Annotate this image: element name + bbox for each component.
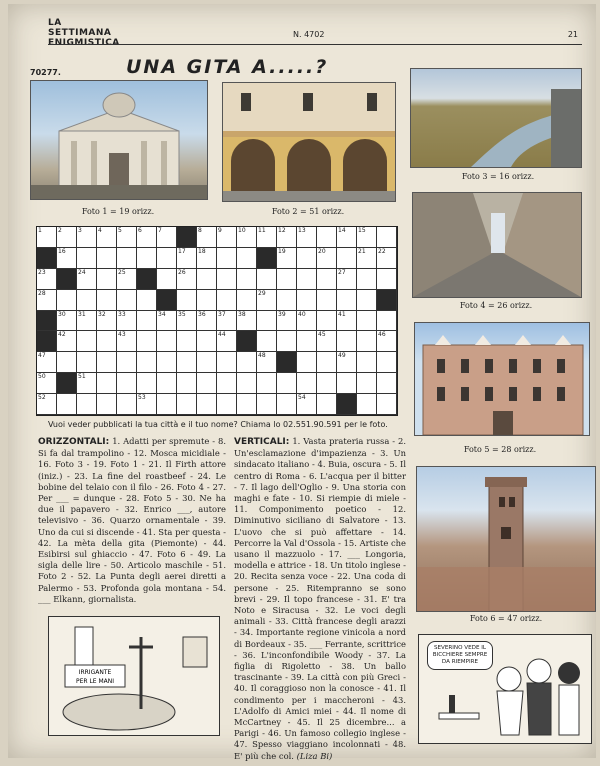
cell-number: 41 <box>338 310 346 318</box>
crossword-cell[interactable] <box>297 331 317 352</box>
crossword-cell <box>37 331 57 352</box>
crossword-cell[interactable] <box>97 248 117 269</box>
sign-text-line1: IRRIGANTE <box>78 669 112 676</box>
crossword-cell[interactable] <box>277 248 297 269</box>
crossword-cell[interactable] <box>277 394 297 415</box>
cartoon-right <box>418 634 592 744</box>
photo-submission-note: Vuoi veder pubblicati la tua città e il tuo nome? Chiama lo 02.551.90.591 per le foto. <box>48 420 388 429</box>
crossword-cell[interactable] <box>357 269 377 290</box>
cell-number: 27 <box>338 268 346 276</box>
crossword-cell[interactable] <box>237 290 257 311</box>
caption-photo-1: Foto 1 = 19 orizz. <box>81 207 155 216</box>
crossword-cell[interactable] <box>197 352 217 373</box>
cell-number: 23 <box>38 268 46 276</box>
cell-number: 8 <box>198 227 202 234</box>
crossword-cell[interactable] <box>37 269 57 290</box>
crossword-cell[interactable] <box>297 269 317 290</box>
crossword-cell[interactable] <box>237 227 257 248</box>
crossword-cell[interactable] <box>217 311 237 332</box>
crossword-cell[interactable] <box>317 394 337 415</box>
caption-photo-2: Foto 2 = 51 orizz. <box>271 207 345 216</box>
speech-bubble: SEVERINO VEDE IL BICCHIERE SEMPRE DA RIEMPIRE <box>427 641 493 670</box>
crossword-cell[interactable] <box>37 290 57 311</box>
crossword-cell[interactable] <box>77 290 97 311</box>
puzzle-title: UNA GITA A.....? <box>126 56 329 78</box>
cell-number: 10 <box>238 227 246 234</box>
crossword-cell[interactable] <box>297 394 317 415</box>
cell-number: 17 <box>178 247 186 255</box>
crossword-cell[interactable] <box>297 352 317 373</box>
crossword-cell[interactable] <box>257 311 277 332</box>
across-heading: ORIZZONTALI: <box>38 437 110 447</box>
crossword-cell[interactable] <box>57 227 77 248</box>
crossword-cell[interactable] <box>197 290 217 311</box>
magazine-page <box>8 4 596 761</box>
crossword-cell[interactable] <box>317 269 337 290</box>
crossword-cell[interactable] <box>257 227 277 248</box>
crossword-cell[interactable] <box>377 331 397 352</box>
cell-number: 44 <box>218 331 226 339</box>
cell-number: 36 <box>198 310 206 318</box>
crossword-cell[interactable] <box>257 269 277 290</box>
crossword-cell <box>37 311 57 332</box>
cell-number: 18 <box>198 247 206 255</box>
crossword-cell[interactable] <box>97 269 117 290</box>
crossword-cell[interactable] <box>177 290 197 311</box>
crossword-cell[interactable] <box>157 269 177 290</box>
cell-number: 14 <box>338 227 346 234</box>
crossword-cell[interactable] <box>217 248 237 269</box>
arcade-illustration <box>223 83 395 201</box>
crossword-cell[interactable] <box>57 290 77 311</box>
cell-number: 6 <box>138 227 142 234</box>
crossword-cell[interactable] <box>377 248 397 269</box>
header-divider <box>48 44 582 45</box>
crossword-cell[interactable] <box>137 394 157 415</box>
cell-number: 12 <box>278 227 286 234</box>
crossword-cell[interactable] <box>157 311 177 332</box>
crossword-cell[interactable] <box>197 394 217 415</box>
crossword-cell[interactable] <box>97 394 117 415</box>
crossword-cell[interactable] <box>177 373 197 394</box>
crossword-cell[interactable] <box>117 227 137 248</box>
crossword-cell[interactable] <box>377 311 397 332</box>
cell-number: 40 <box>298 310 306 318</box>
cell-number: 25 <box>118 268 126 276</box>
cell-number: 43 <box>118 331 126 339</box>
crossword-cell[interactable] <box>337 352 357 373</box>
crossword-cell[interactable] <box>277 373 297 394</box>
cell-number: 47 <box>38 352 46 360</box>
crossword-cell[interactable] <box>177 248 197 269</box>
crossword-cell[interactable] <box>317 352 337 373</box>
crossword-cell[interactable] <box>217 352 237 373</box>
crossword-cell[interactable] <box>117 311 137 332</box>
cell-number: 42 <box>58 331 66 339</box>
crossword-cell[interactable] <box>337 331 357 352</box>
crossword-cell[interactable] <box>237 352 257 373</box>
cell-number: 53 <box>138 394 146 402</box>
crossword-cell[interactable] <box>157 227 177 248</box>
crossword-cell[interactable] <box>117 290 137 311</box>
crossword-cell[interactable] <box>337 311 357 332</box>
crossword-cell <box>337 394 357 415</box>
crossword-cell[interactable] <box>197 248 217 269</box>
crossword-cell[interactable] <box>277 311 297 332</box>
crossword-cell[interactable] <box>337 227 357 248</box>
crossword-cell[interactable] <box>257 373 277 394</box>
caption-photo-4: Foto 4 = 26 orizz. <box>459 301 533 310</box>
crossword-cell[interactable] <box>177 331 197 352</box>
cell-number: 51 <box>78 373 86 381</box>
crossword-cell[interactable] <box>277 227 297 248</box>
cell-number: 33 <box>118 310 126 318</box>
crossword-cell[interactable] <box>117 352 137 373</box>
crossword-cell[interactable] <box>257 394 277 415</box>
photo-2 <box>222 82 396 202</box>
clues-down <box>234 436 406 762</box>
crossword-cell <box>257 248 277 269</box>
cell-number: 4 <box>98 227 102 234</box>
crossword-cell[interactable] <box>77 352 97 373</box>
cell-number: 46 <box>378 331 386 339</box>
crossword-cell[interactable] <box>337 248 357 269</box>
crossword-cell[interactable] <box>297 290 317 311</box>
cell-number: 22 <box>378 247 386 255</box>
crossword-cell[interactable] <box>237 373 257 394</box>
crossword-cell[interactable] <box>157 248 177 269</box>
cell-number: 7 <box>158 227 162 234</box>
crossword-cell[interactable] <box>97 352 117 373</box>
crossword-cell[interactable] <box>77 227 97 248</box>
puzzle-id: 70277. <box>30 68 61 77</box>
cell-number: 28 <box>38 289 46 297</box>
crossword-cell[interactable] <box>337 290 357 311</box>
cell-number: 54 <box>298 394 306 402</box>
crossword-cell[interactable] <box>217 373 237 394</box>
crossword-cell[interactable] <box>157 394 177 415</box>
crossword-cell[interactable] <box>117 373 137 394</box>
caption-photo-3: Foto 3 = 16 orizz. <box>461 172 535 181</box>
cartoon-left <box>48 616 220 736</box>
cell-number: 19 <box>278 247 286 255</box>
crossword-cell[interactable] <box>97 373 117 394</box>
crossword-cell[interactable] <box>197 311 217 332</box>
cell-number: 38 <box>238 310 246 318</box>
crossword-cell[interactable] <box>137 352 157 373</box>
crossword-cell <box>237 331 257 352</box>
crossword-cell[interactable] <box>177 269 197 290</box>
photo-6 <box>416 466 596 612</box>
cell-number: 5 <box>118 227 122 234</box>
crossword-cell <box>277 352 297 373</box>
cell-number: 37 <box>218 310 226 318</box>
crossword-cell[interactable] <box>277 290 297 311</box>
cell-number: 9 <box>218 227 222 234</box>
river-illustration <box>411 69 581 167</box>
cell-number: 30 <box>58 310 66 318</box>
tower-illustration <box>417 467 595 611</box>
crossword-cell[interactable] <box>177 394 197 415</box>
crossword-cell[interactable] <box>257 331 277 352</box>
crossword-cell[interactable] <box>217 290 237 311</box>
crossword-cell[interactable] <box>157 331 177 352</box>
crossword-cell[interactable] <box>77 269 97 290</box>
crossword-cell[interactable] <box>97 311 117 332</box>
crossword-cell <box>57 373 77 394</box>
crossword-cell[interactable] <box>77 394 97 415</box>
photo-4 <box>412 192 582 298</box>
cell-number: 24 <box>78 268 86 276</box>
crossword-cell[interactable] <box>377 394 397 415</box>
crossword-cell[interactable] <box>117 269 137 290</box>
crossword-cell[interactable] <box>317 290 337 311</box>
crossword-cell[interactable] <box>157 352 177 373</box>
across-clues-text: 1. Adatti per spremute - 8. Si fa dal trampolino - 12. Mosca micidiale - 16. Foto 3 - 19. Foto 1 - 21. Il Firth attore (iniz.) - 23. La fine del roastbeef - 24. Le bobine del telaio con il filo - 26. Foto 4 - 27. Per ___ = dunque - 28. Foto 5 - 30. Ne ha due il papavero - 32. Enrico ___, autore televisivo - 36. Quarzo ornamentale - 39. Uno da cui si discende - 41. Sta per questa - 42. La mèta della gita (Piemonte) - 44. Esibirsi sul ghiaccio - 47. Foto 6 - 49. La sigla delle lire - 50. Articolo maschile - 51. Foto 2 - 52. La Punta degli aerei diretti a Palermo - 53. Profonda gola montana - 54. ___ Elkann, giornalista. <box>38 436 226 604</box>
crossword-cell[interactable] <box>177 352 197 373</box>
crossword-cell[interactable] <box>197 373 217 394</box>
crossword-cell[interactable] <box>137 373 157 394</box>
crossword-cell[interactable] <box>257 290 277 311</box>
crossword-cell[interactable] <box>357 227 377 248</box>
sign-text-line2: PER LE MANI <box>75 678 115 685</box>
crossword-cell[interactable] <box>57 311 77 332</box>
photo-3 <box>410 68 582 168</box>
crossword-cell[interactable] <box>377 352 397 373</box>
crossword-cell[interactable] <box>317 331 337 352</box>
crossword-cell[interactable] <box>357 331 377 352</box>
palazzo-illustration <box>415 323 589 435</box>
crossword-cell[interactable] <box>77 311 97 332</box>
clues-across <box>38 436 226 605</box>
crossword-cell[interactable] <box>297 248 317 269</box>
crossword-cell[interactable] <box>277 269 297 290</box>
crossword-cell[interactable] <box>177 311 197 332</box>
cell-number: 35 <box>178 310 186 318</box>
crossword-cell <box>177 227 197 248</box>
crossword-cell[interactable] <box>237 269 257 290</box>
page-number: 21 <box>567 30 578 39</box>
cell-number: 49 <box>338 352 346 360</box>
crossword-cell[interactable] <box>137 290 157 311</box>
crossword-cell[interactable] <box>37 352 57 373</box>
crossword-cell[interactable] <box>217 227 237 248</box>
cell-number: 52 <box>38 394 46 402</box>
crossword-cell[interactable] <box>337 269 357 290</box>
cell-number: 34 <box>158 310 166 318</box>
magazine-logo: LA SETTIMANA ENIGMISTICA <box>48 18 120 48</box>
photo-1 <box>30 80 208 200</box>
cell-number: 3 <box>78 227 82 234</box>
crossword-cell <box>377 290 397 311</box>
crossword-cell[interactable] <box>137 331 157 352</box>
issue-number: N. 4702 <box>293 30 325 39</box>
crossword-cell[interactable] <box>237 394 257 415</box>
crossword-cell[interactable] <box>37 394 57 415</box>
crossword-grid[interactable] <box>36 226 398 416</box>
photo-5 <box>414 322 590 436</box>
crossword-cell[interactable] <box>357 373 377 394</box>
cell-number: 48 <box>258 352 266 360</box>
cell-number: 21 <box>358 247 366 255</box>
cell-number: 13 <box>298 227 306 234</box>
crossword-cell[interactable] <box>377 269 397 290</box>
cell-number: 20 <box>318 247 326 255</box>
crossword-cell <box>137 269 157 290</box>
crossword-cell[interactable] <box>37 373 57 394</box>
crossword-cell[interactable] <box>357 248 377 269</box>
crossword-cell[interactable] <box>57 352 77 373</box>
crossword-cell[interactable] <box>77 248 97 269</box>
crossword-cell[interactable] <box>77 331 97 352</box>
crossword-cell[interactable] <box>317 227 337 248</box>
crossword-cell[interactable] <box>337 373 357 394</box>
crossword-cell[interactable] <box>217 269 237 290</box>
crossword-cell[interactable] <box>317 248 337 269</box>
cell-number: 29 <box>258 289 266 297</box>
crossword-cell[interactable] <box>117 394 137 415</box>
crossword-cell[interactable] <box>117 331 137 352</box>
crossword-cell <box>57 269 77 290</box>
crossword-cell[interactable] <box>377 373 397 394</box>
cell-number: 45 <box>318 331 326 339</box>
crossword-cell[interactable] <box>57 331 77 352</box>
crossword-cell[interactable] <box>237 311 257 332</box>
crossword-cell[interactable] <box>77 373 97 394</box>
cell-number: 26 <box>178 268 186 276</box>
cell-number: 39 <box>278 310 286 318</box>
crossword-cell[interactable] <box>317 373 337 394</box>
cell-number: 15 <box>358 227 366 234</box>
crossword-cell[interactable] <box>357 394 377 415</box>
crossword-cell[interactable] <box>277 331 297 352</box>
crossword-cell[interactable] <box>97 290 117 311</box>
crossword-cell[interactable] <box>197 227 217 248</box>
cell-number: 16 <box>58 247 66 255</box>
crossword-cell[interactable] <box>37 227 57 248</box>
cell-number: 31 <box>78 310 86 318</box>
down-clues-text: 1. Vasta prateria russa - 2. Un'esclamazione d'impazienza - 3. Un sindacato italiano - 4. Buia, oscura - 5. Il centro di Roma - 6. L'acqua per il bitter - 7. Il lago dell'Oglio - 9. Una storia con maghi e fate - 10. Si riempie di miele - 11. Componimento poetico - 12. Diminutivo siciliano di Salvatore - 13. L'uovo che si può affettare - 14. Percorre la Val d'Ossola - 15. Artiste che usano il mazzuolo - 17. ___ Longoria, modella e attrice - 18. Un titolo inglese - 20. Recita senza voce - 22. Una coda di persone - 25. Ritempranno se sono brevi - 29. Il topo francese - 31. E' tra Noto e Siracusa - 32. Le voci degli animali - 33. Città francese degli arazzi - 34. Importante regione vinicola a nord di Bordeaux - 35. ___ Ferrante, scrittrice - 36. L'inconfondibile Woody - 37. La figlia di Rigoletto - 38. Un ballo trascinante - 39. La città con più Greci - 40. Il coraggioso non la conosce - 41. Il condimento per i maccheroni - 43. L'Adolfo di Amici miei - 44. Il nome di McCartney - 45. Il 25 dicembre... a Parigi - 46. Un famoso collegio inglese - 47. Spesso viaggiano incolonnati - 48. E' più che col. <box>234 436 406 761</box>
cell-number: 2 <box>58 227 62 234</box>
crossword-cell[interactable] <box>217 331 237 352</box>
cell-number: 11 <box>258 227 266 234</box>
crossword-cell[interactable] <box>137 227 157 248</box>
crossword-cell[interactable] <box>297 373 317 394</box>
caption-photo-6: Foto 6 = 47 orizz. <box>469 614 543 623</box>
crossword-cell[interactable] <box>357 352 377 373</box>
street-illustration <box>413 193 581 297</box>
church-illustration <box>31 81 207 199</box>
crossword-cell[interactable] <box>97 331 117 352</box>
crossword-cell <box>37 248 57 269</box>
cell-number: 50 <box>38 373 46 381</box>
cell-number: 1 <box>38 227 42 234</box>
crossword-cell[interactable] <box>237 248 257 269</box>
crossword-cell[interactable] <box>57 394 77 415</box>
down-heading: VERTICALI: <box>234 437 290 447</box>
cell-number: 32 <box>98 310 106 318</box>
author-credit: (Liza Bi) <box>296 750 333 761</box>
crossword-cell[interactable] <box>357 290 377 311</box>
crossword-cell[interactable] <box>297 227 317 248</box>
crossword-cell[interactable] <box>137 311 157 332</box>
crossword-cell[interactable] <box>217 394 237 415</box>
crossword-cell[interactable] <box>317 311 337 332</box>
crossword-cell[interactable] <box>117 248 137 269</box>
crossword-cell[interactable] <box>297 311 317 332</box>
crossword-cell[interactable] <box>157 373 177 394</box>
crossword-cell <box>157 290 177 311</box>
stone-sword-drawing <box>49 617 219 735</box>
crossword-cell[interactable] <box>97 227 117 248</box>
crossword-cell[interactable] <box>197 269 217 290</box>
crossword-cell[interactable] <box>137 248 157 269</box>
crossword-cell[interactable] <box>257 352 277 373</box>
crossword-cell[interactable] <box>197 331 217 352</box>
crossword-cell[interactable] <box>377 227 397 248</box>
caption-photo-5: Foto 5 = 28 orizz. <box>463 445 537 454</box>
crossword-cell[interactable] <box>357 311 377 332</box>
crossword-cell[interactable] <box>57 248 77 269</box>
